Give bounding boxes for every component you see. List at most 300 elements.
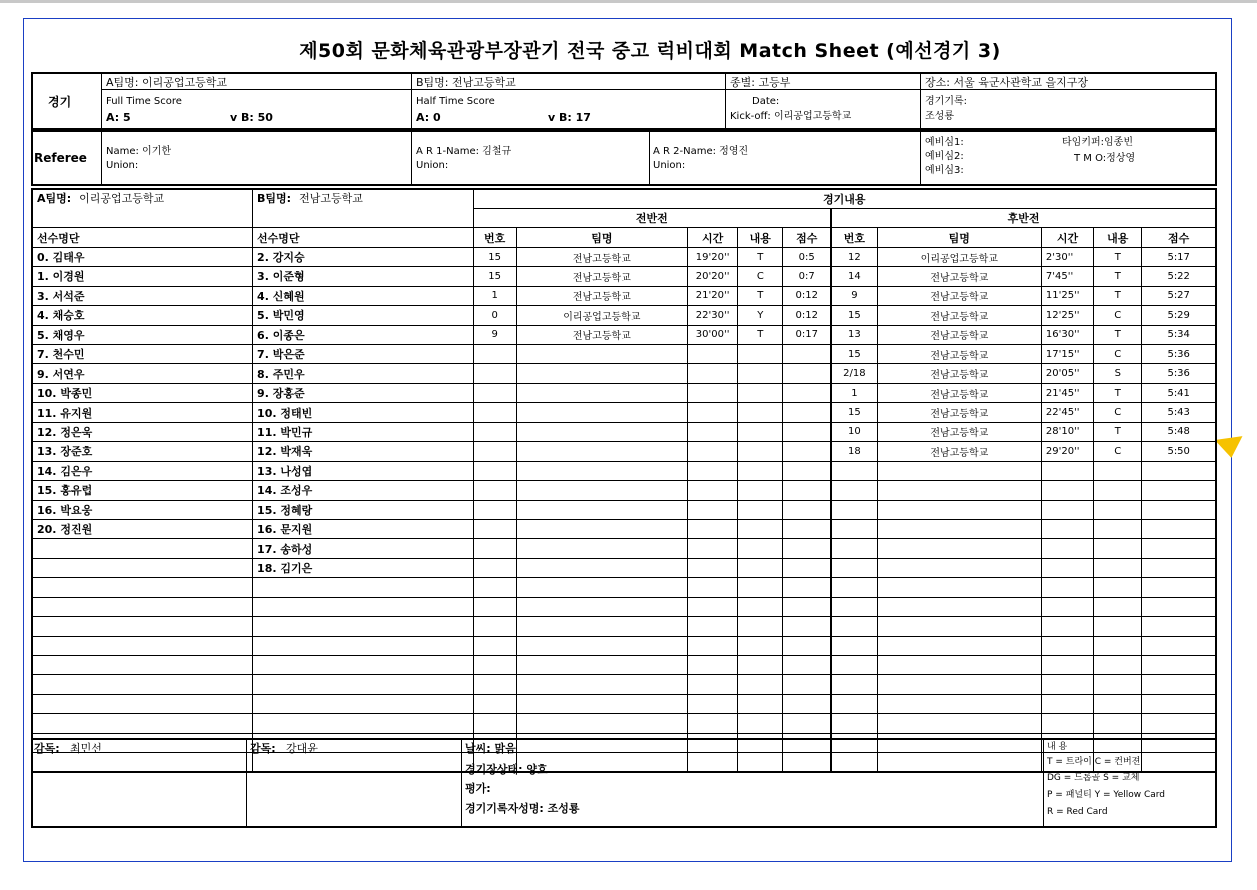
second-half-event-score xyxy=(1142,481,1216,500)
first-half-event-time xyxy=(687,675,737,694)
first-half-event-time xyxy=(687,519,737,538)
first-half-event-score xyxy=(783,461,831,480)
reserve-referee-2: 예비심2: xyxy=(925,151,964,162)
column-header: 번호 xyxy=(831,228,877,247)
coach-a-name: 최민선 xyxy=(70,742,102,755)
second-half-event-type xyxy=(1094,597,1142,616)
second-half-event-type: T xyxy=(1094,267,1142,286)
second-half-event-team xyxy=(877,539,1041,558)
second-half-event-number xyxy=(831,714,877,733)
table-row xyxy=(32,325,1216,344)
legend-line-4: R = Red Card xyxy=(1047,807,1108,817)
second-half-event-time: 20'05'' xyxy=(1041,364,1093,383)
first-half-event-score xyxy=(783,578,831,597)
team-b-player xyxy=(253,694,474,713)
top-edge-line xyxy=(0,0,1257,3)
legend-line-2: DG = 드롭골 S = 교체 xyxy=(1047,773,1140,783)
second-half-event-number: 18 xyxy=(831,442,877,461)
first-half-event-score: 0:12 xyxy=(783,306,831,325)
coach-b-label: 감독: xyxy=(250,742,276,755)
highlight-marker-icon xyxy=(1215,436,1246,460)
second-half-event-type xyxy=(1094,675,1142,694)
first-half-event-type xyxy=(738,694,783,713)
divider xyxy=(1043,740,1044,826)
second-half-event-type xyxy=(1094,656,1142,675)
first-half-event-type xyxy=(738,481,783,500)
column-header: 내용 xyxy=(738,228,783,247)
table-row xyxy=(32,617,1216,636)
team-a-player: 4. 채승호 xyxy=(32,306,253,325)
second-half-event-team: 이리공업고등학교 xyxy=(877,247,1041,266)
first-half-event-score xyxy=(783,422,831,441)
first-half-event-time: 19'20'' xyxy=(687,247,737,266)
second-half-event-team: 전남고등학교 xyxy=(877,383,1041,402)
second-half-event-type: T xyxy=(1094,383,1142,402)
first-half-event-time xyxy=(687,714,737,733)
team-b-player: 3. 이준형 xyxy=(253,267,474,286)
team-b-player: 15. 정혜랑 xyxy=(253,500,474,519)
second-half-event-team xyxy=(877,597,1041,616)
second-half-event-type xyxy=(1094,500,1142,519)
second-half-event-type: T xyxy=(1094,286,1142,305)
ar1-union: Union: xyxy=(416,160,449,171)
first-half-event-team xyxy=(516,481,687,500)
first-half-event-team xyxy=(516,558,687,577)
team-b-player xyxy=(253,636,474,655)
first-half-event-type xyxy=(738,383,783,402)
second-half-event-time: 17'15'' xyxy=(1041,345,1093,364)
second-half-event-team: 전남고등학교 xyxy=(877,442,1041,461)
first-half-event-number xyxy=(473,656,516,675)
first-half-event-score xyxy=(783,558,831,577)
first-half-event-time xyxy=(687,539,737,558)
table-row xyxy=(32,694,1216,713)
category: 종별: 고등부 xyxy=(730,76,791,89)
table-row xyxy=(32,383,1216,402)
second-half-event-type: T xyxy=(1094,247,1142,266)
table-row xyxy=(32,286,1216,305)
team-a-header xyxy=(32,189,253,228)
second-half-event-time xyxy=(1041,675,1093,694)
team-b-player: 14. 조성우 xyxy=(253,481,474,500)
first-half-event-type xyxy=(738,656,783,675)
first-half-event-time xyxy=(687,597,737,616)
half-time-label: Half Time Score xyxy=(416,96,495,107)
second-half-event-number: 1 xyxy=(831,383,877,402)
divider xyxy=(461,740,462,826)
first-half-event-team xyxy=(516,461,687,480)
team-b-player: 12. 박재욱 xyxy=(253,442,474,461)
first-half-event-type xyxy=(738,364,783,383)
team-a-player: 5. 채영우 xyxy=(32,325,253,344)
referee-label: Referee xyxy=(34,151,87,165)
tmo: T M O:정상영 xyxy=(1074,153,1136,164)
first-half-event-number xyxy=(473,617,516,636)
table-row xyxy=(32,228,1216,247)
ar2-name: A R 2-Name: 정영진 xyxy=(653,146,749,157)
second-half-event-number xyxy=(831,461,877,480)
half-time-b: v B: 17 xyxy=(548,111,591,124)
second-half-event-time xyxy=(1041,461,1093,480)
table-row xyxy=(32,189,1216,208)
second-half-event-number: 9 xyxy=(831,286,877,305)
first-half-event-type: C xyxy=(738,267,783,286)
divider xyxy=(649,132,650,184)
second-half-event-time: 28'10'' xyxy=(1041,422,1093,441)
team-a-name: 이리공업고등학교 xyxy=(79,192,165,205)
second-half-event-number xyxy=(831,597,877,616)
second-half-event-score xyxy=(1142,694,1216,713)
table-row xyxy=(32,461,1216,480)
first-half-event-number xyxy=(473,578,516,597)
first-half-event-score xyxy=(783,364,831,383)
second-half-event-team xyxy=(877,636,1041,655)
first-half-event-team xyxy=(516,364,687,383)
second-half-event-number xyxy=(831,578,877,597)
second-half-event-team xyxy=(877,578,1041,597)
first-half-event-type xyxy=(738,442,783,461)
first-half-event-type: T xyxy=(738,325,783,344)
first-half-event-number xyxy=(473,636,516,655)
first-half-event-score xyxy=(783,539,831,558)
second-half-event-time: 12'25'' xyxy=(1041,306,1093,325)
first-half-event-time xyxy=(687,558,737,577)
first-half-event-number xyxy=(473,383,516,402)
team-a-player: 14. 김은우 xyxy=(32,461,253,480)
second-half-event-team: 전남고등학교 xyxy=(877,267,1041,286)
second-half-event-time: 7'45'' xyxy=(1041,267,1093,286)
ar1-name: A R 1-Name: 김철규 xyxy=(416,146,512,157)
table-row xyxy=(32,364,1216,383)
team-a-player: 20. 정진원 xyxy=(32,519,253,538)
team-b-player: 7. 박은준 xyxy=(253,345,474,364)
second-half-event-team: 전남고등학교 xyxy=(877,345,1041,364)
table-row xyxy=(32,422,1216,441)
team-b-player xyxy=(253,617,474,636)
second-half-event-type xyxy=(1094,519,1142,538)
second-half-event-score xyxy=(1142,714,1216,733)
first-half-event-time xyxy=(687,403,737,422)
first-half-event-type xyxy=(738,539,783,558)
team-a-player xyxy=(32,656,253,675)
team-b-header xyxy=(253,189,474,228)
first-half-event-number: 1 xyxy=(473,286,516,305)
first-half-event-team xyxy=(516,539,687,558)
second-half-event-score: 5:27 xyxy=(1142,286,1216,305)
venue: 장소: 서울 육군사관학교 을지구장 xyxy=(925,76,1088,89)
second-half-event-score: 5:43 xyxy=(1142,403,1216,422)
first-half-event-time: 30'00'' xyxy=(687,325,737,344)
team-a-player xyxy=(32,675,253,694)
team-b-player xyxy=(253,714,474,733)
team-a-player xyxy=(32,617,253,636)
team-b-player xyxy=(253,675,474,694)
table-row xyxy=(32,539,1216,558)
first-half-event-time xyxy=(687,481,737,500)
first-half-event-number xyxy=(473,519,516,538)
first-half-event-number: 0 xyxy=(473,306,516,325)
first-half-event-time xyxy=(687,578,737,597)
second-half-event-team: 전남고등학교 xyxy=(877,306,1041,325)
first-half-event-type xyxy=(738,675,783,694)
first-half-label: 전반전 xyxy=(473,208,831,227)
first-half-event-team xyxy=(516,714,687,733)
second-half-event-type: S xyxy=(1094,364,1142,383)
first-half-event-score xyxy=(783,442,831,461)
half-time-a: A: 0 xyxy=(416,111,441,124)
team-b-player: 8. 주민우 xyxy=(253,364,474,383)
team-a-player: 10. 박종민 xyxy=(32,383,253,402)
column-header: 팀명 xyxy=(516,228,687,247)
second-half-event-team xyxy=(877,714,1041,733)
full-time-label: Full Time Score xyxy=(106,96,182,107)
first-half-event-team xyxy=(516,694,687,713)
second-half-event-time: 11'25'' xyxy=(1041,286,1093,305)
second-half-event-number: 15 xyxy=(831,403,877,422)
second-half-event-time xyxy=(1041,558,1093,577)
match-label: 경기 xyxy=(48,95,72,109)
second-half-event-time xyxy=(1041,481,1093,500)
second-half-event-team xyxy=(877,519,1041,538)
first-half-event-score xyxy=(783,714,831,733)
table-row xyxy=(32,675,1216,694)
first-half-event-team: 전남고등학교 xyxy=(516,325,687,344)
team-a-player: 16. 박요웅 xyxy=(32,500,253,519)
second-half-event-team: 전남고등학교 xyxy=(877,325,1041,344)
second-half-event-score: 5:34 xyxy=(1142,325,1216,344)
team-a-players-header: 선수명단 xyxy=(32,228,253,247)
second-half-event-score: 5:17 xyxy=(1142,247,1216,266)
second-half-event-number xyxy=(831,694,877,713)
second-half-event-time xyxy=(1041,500,1093,519)
team-b-player: 16. 문지원 xyxy=(253,519,474,538)
weather: 날씨: 맑음 xyxy=(465,742,516,755)
first-half-event-team xyxy=(516,422,687,441)
kickoff: Kick-off: 이리공업고등학교 xyxy=(730,111,852,122)
first-half-event-number xyxy=(473,461,516,480)
first-half-event-type xyxy=(738,617,783,636)
team-b-player: 2. 강지승 xyxy=(253,247,474,266)
table-row xyxy=(32,442,1216,461)
first-half-event-team xyxy=(516,597,687,616)
first-half-event-number xyxy=(473,442,516,461)
first-half-event-time: 21'20'' xyxy=(687,286,737,305)
referee-union: Union: xyxy=(106,160,139,171)
second-half-event-type: T xyxy=(1094,422,1142,441)
second-half-event-type xyxy=(1094,578,1142,597)
team-b-player: 18. 김기은 xyxy=(253,558,474,577)
legend-title: 내 용 xyxy=(1047,742,1068,752)
second-half-event-score: 5:48 xyxy=(1142,422,1216,441)
first-half-event-time xyxy=(687,656,737,675)
first-half-event-team: 전남고등학교 xyxy=(516,286,687,305)
first-half-event-number xyxy=(473,481,516,500)
second-half-event-time: 16'30'' xyxy=(1041,325,1093,344)
reserve-referee-1: 예비심1: xyxy=(925,137,964,148)
table-row xyxy=(32,578,1216,597)
team-a-player: 0. 김태우 xyxy=(32,247,253,266)
team-a-player xyxy=(32,578,253,597)
team-b-player: 5. 박민영 xyxy=(253,306,474,325)
second-half-event-time: 21'45'' xyxy=(1041,383,1093,402)
first-half-event-team xyxy=(516,442,687,461)
second-half-event-score xyxy=(1142,578,1216,597)
table-row xyxy=(32,267,1216,286)
first-half-event-number xyxy=(473,714,516,733)
second-half-event-number: 13 xyxy=(831,325,877,344)
second-half-event-team: 전남고등학교 xyxy=(877,403,1041,422)
second-half-event-type xyxy=(1094,617,1142,636)
first-half-event-time xyxy=(687,364,737,383)
second-half-event-score xyxy=(1142,500,1216,519)
second-half-event-score xyxy=(1142,656,1216,675)
first-half-event-time xyxy=(687,383,737,402)
first-half-event-time xyxy=(687,461,737,480)
team-a-label: A팀명: xyxy=(37,192,72,205)
first-half-event-score: 0:17 xyxy=(783,325,831,344)
second-half-event-number: 15 xyxy=(831,345,877,364)
full-time-b: v B: 50 xyxy=(230,111,273,124)
divider xyxy=(101,132,102,184)
table-row xyxy=(32,519,1216,538)
field-condition: 경기장상태: 양호 xyxy=(465,763,548,776)
first-half-event-time xyxy=(687,636,737,655)
first-half-event-type: T xyxy=(738,247,783,266)
second-half-event-type: C xyxy=(1094,403,1142,422)
first-half-event-time: 20'20'' xyxy=(687,267,737,286)
first-half-event-score: 0:12 xyxy=(783,286,831,305)
second-half-event-score: 5:36 xyxy=(1142,364,1216,383)
first-half-event-number xyxy=(473,500,516,519)
second-half-event-number: 12 xyxy=(831,247,877,266)
first-half-event-number xyxy=(473,364,516,383)
second-half-event-score: 5:50 xyxy=(1142,442,1216,461)
date-label: Date: xyxy=(752,96,780,107)
team-a-player xyxy=(32,714,253,733)
table-row xyxy=(32,345,1216,364)
first-half-event-number: 15 xyxy=(473,247,516,266)
second-half-event-team xyxy=(877,500,1041,519)
team-b-name: 전남고등학교 xyxy=(299,192,363,205)
second-half-event-time xyxy=(1041,578,1093,597)
first-half-event-team: 이리공업고등학교 xyxy=(516,306,687,325)
second-half-event-score xyxy=(1142,675,1216,694)
team-b-player xyxy=(253,578,474,597)
team-a-player xyxy=(32,694,253,713)
first-half-event-team xyxy=(516,403,687,422)
second-half-event-team xyxy=(877,461,1041,480)
team-a-player xyxy=(32,539,253,558)
second-half-event-type xyxy=(1094,636,1142,655)
rating: 평가: xyxy=(465,782,491,795)
first-half-event-number: 9 xyxy=(473,325,516,344)
team-b-name: B팀명: 전남고등학교 xyxy=(416,76,516,89)
table-row xyxy=(32,558,1216,577)
column-header: 번호 xyxy=(473,228,516,247)
first-half-event-number xyxy=(473,675,516,694)
team-b-players-header: 선수명단 xyxy=(253,228,474,247)
second-half-event-type xyxy=(1094,714,1142,733)
second-half-event-score xyxy=(1142,539,1216,558)
team-a-player: 3. 서석준 xyxy=(32,286,253,305)
second-half-event-time xyxy=(1041,636,1093,655)
second-half-event-team xyxy=(877,558,1041,577)
divider xyxy=(101,89,1215,90)
second-half-event-number xyxy=(831,481,877,500)
first-half-event-team xyxy=(516,656,687,675)
coach-a-label: 감독: xyxy=(34,742,60,755)
second-half-event-score xyxy=(1142,636,1216,655)
first-half-event-type xyxy=(738,558,783,577)
match-events-table xyxy=(31,188,1217,773)
team-b-player: 17. 송하성 xyxy=(253,539,474,558)
first-half-event-score xyxy=(783,519,831,538)
first-half-event-type xyxy=(738,714,783,733)
page-title: 제50회 문화체육관광부장관기 전국 중고 럭비대회 Match Sheet (예선경기 3) xyxy=(299,40,1001,62)
second-half-event-type xyxy=(1094,558,1142,577)
first-half-event-score xyxy=(783,481,831,500)
divider xyxy=(920,132,921,184)
second-half-event-team xyxy=(877,481,1041,500)
first-half-event-score xyxy=(783,403,831,422)
second-half-event-score: 5:22 xyxy=(1142,267,1216,286)
team-b-player: 9. 장홍준 xyxy=(253,383,474,402)
first-half-event-number xyxy=(473,422,516,441)
first-half-event-type xyxy=(738,636,783,655)
team-a-player xyxy=(32,558,253,577)
second-half-event-score: 5:41 xyxy=(1142,383,1216,402)
column-header: 점수 xyxy=(783,228,831,247)
first-half-event-number xyxy=(473,345,516,364)
column-header: 시간 xyxy=(687,228,737,247)
second-half-event-team: 전남고등학교 xyxy=(877,286,1041,305)
first-half-event-type xyxy=(738,345,783,364)
second-half-event-time: 2'30'' xyxy=(1041,247,1093,266)
first-half-event-type xyxy=(738,597,783,616)
first-half-event-team xyxy=(516,500,687,519)
second-half-event-team xyxy=(877,656,1041,675)
events-section-label: 경기내용 xyxy=(473,189,1216,208)
first-half-event-team xyxy=(516,345,687,364)
first-half-event-score xyxy=(783,383,831,402)
first-half-event-time xyxy=(687,345,737,364)
second-half-event-number: 14 xyxy=(831,267,877,286)
second-half-event-number xyxy=(831,558,877,577)
second-half-event-team xyxy=(877,694,1041,713)
recorder-label: 경기기록: xyxy=(925,96,968,107)
second-half-event-number: 10 xyxy=(831,422,877,441)
first-half-event-team xyxy=(516,617,687,636)
second-half-event-type xyxy=(1094,481,1142,500)
first-half-event-number xyxy=(473,539,516,558)
first-half-event-type xyxy=(738,500,783,519)
team-a-player xyxy=(32,597,253,616)
coach-b-name: 강대윤 xyxy=(286,742,318,755)
legend-line-1: T = 트라이 C = 컨버젼 xyxy=(1047,757,1141,767)
second-half-event-score xyxy=(1142,519,1216,538)
second-half-event-time xyxy=(1041,694,1093,713)
first-half-event-type xyxy=(738,403,783,422)
table-row xyxy=(32,306,1216,325)
second-half-event-team xyxy=(877,617,1041,636)
first-half-event-team xyxy=(516,519,687,538)
first-half-event-team xyxy=(516,636,687,655)
first-half-event-score: 0:5 xyxy=(783,247,831,266)
referee-box xyxy=(31,130,1217,186)
reserve-referee-3: 예비심3: xyxy=(925,165,964,176)
second-half-event-number xyxy=(831,617,877,636)
divider xyxy=(411,74,412,129)
